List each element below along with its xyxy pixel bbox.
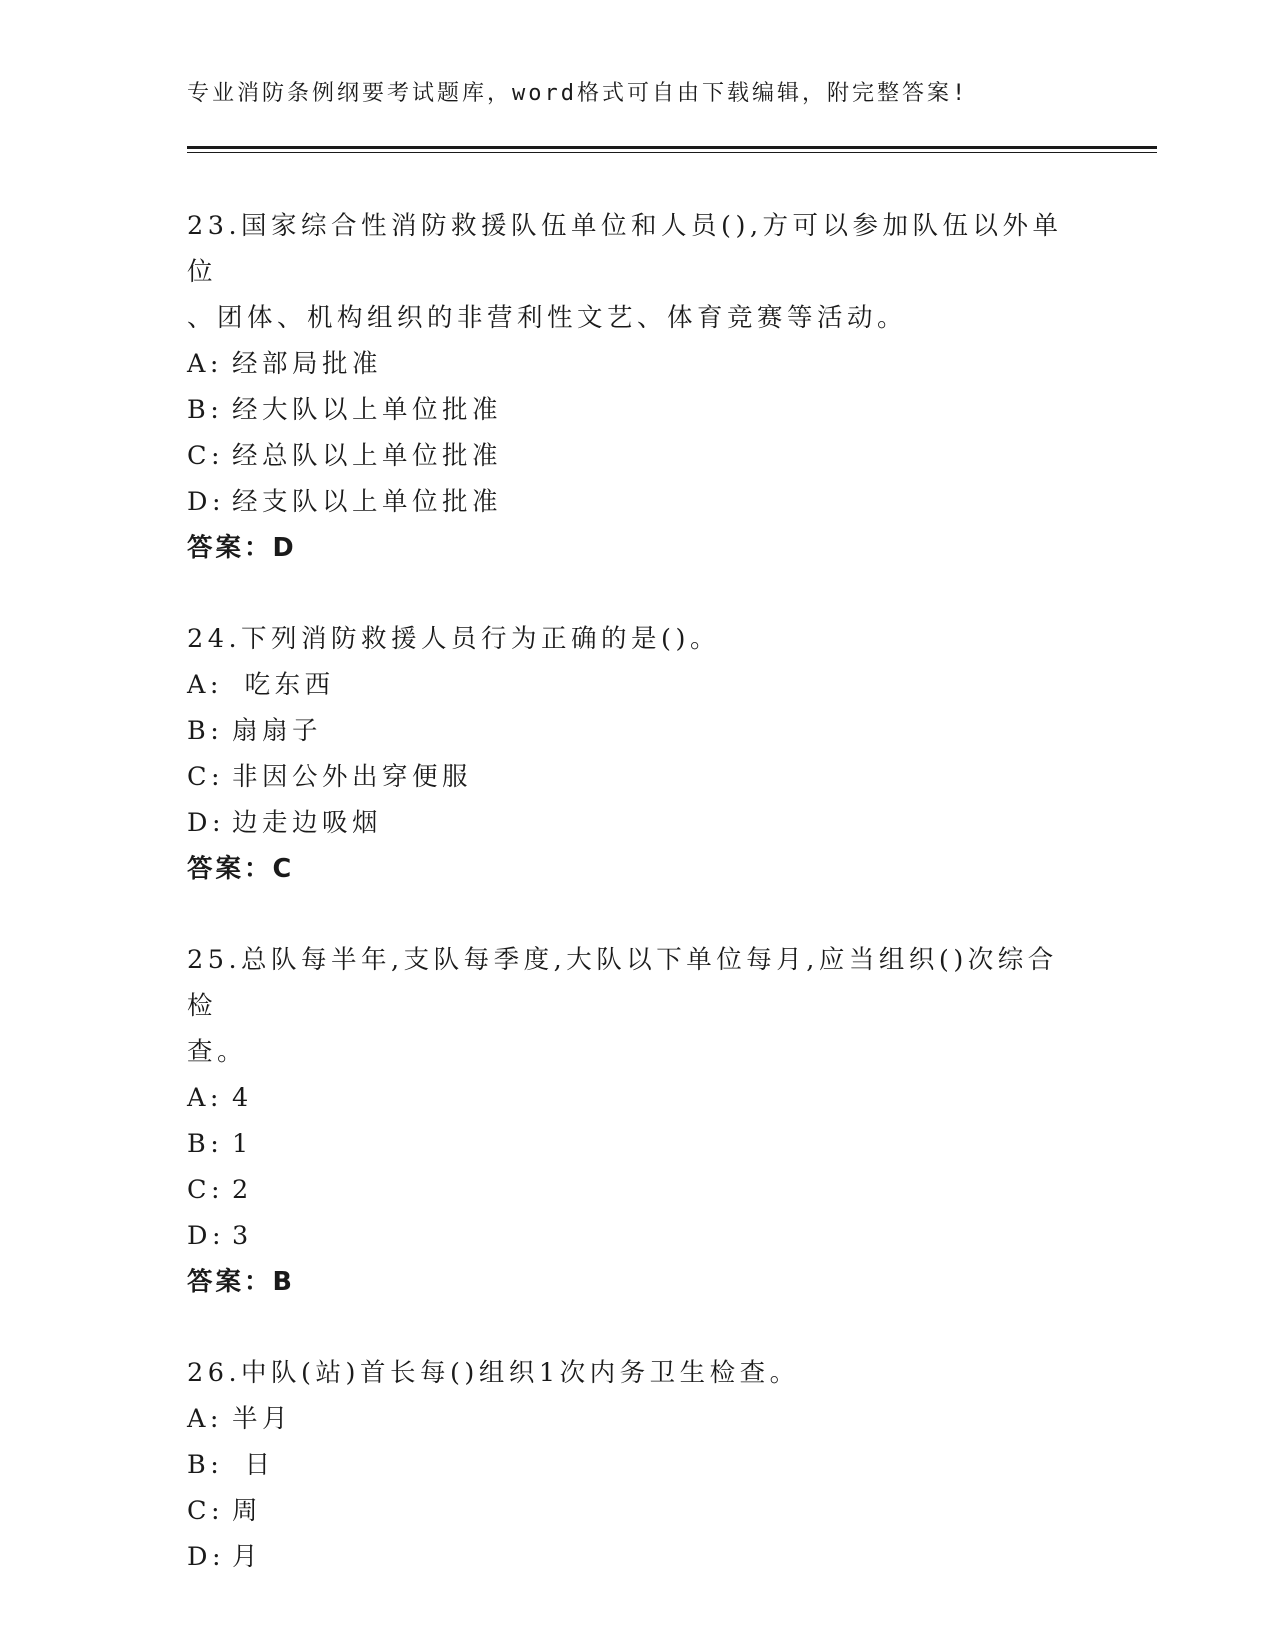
option-text: 扇扇子	[232, 716, 323, 746]
option-text: 经部局批准	[232, 349, 383, 379]
option-b	[187, 1442, 1067, 1488]
option-c	[187, 1488, 1067, 1534]
option-letter: B:	[187, 1129, 224, 1159]
option-b	[187, 387, 1067, 433]
option-letter: B:	[187, 1450, 224, 1480]
answer-line: 答案：D	[187, 533, 297, 563]
question-stem: 23.国家综合性消防救援队伍单位和人员(),方可以参加队伍以外单位 、团体、机构组织的非营利性文艺、体育竞赛等活动。	[187, 211, 1063, 333]
header-rule-thin	[187, 152, 1157, 153]
option-text: 2	[232, 1175, 253, 1205]
option-a	[187, 1075, 1067, 1121]
option-text: 经总队以上单位批准	[232, 441, 503, 471]
option-b	[187, 1121, 1067, 1167]
option-letter: C:	[187, 762, 225, 792]
option-text: 月	[232, 1542, 263, 1572]
option-text: 周	[232, 1496, 263, 1526]
option-letter: B:	[187, 716, 224, 746]
option-letter: A:	[187, 670, 224, 700]
question-24	[187, 616, 1067, 892]
page-header: 专业消防条例纲要考试题库，word格式可自由下载编辑，附完整答案!	[187, 81, 969, 106]
option-letter: C:	[187, 1175, 225, 1205]
option-text: 4	[232, 1083, 253, 1113]
question-stem: 24.下列消防救援人员行为正确的是()。	[187, 624, 720, 654]
option-text: 非因公外出穿便服	[232, 762, 473, 792]
option-c	[187, 754, 1067, 800]
option-text: 边走边吸烟	[232, 808, 383, 838]
option-letter: C:	[187, 1496, 225, 1526]
header-rule-thick	[187, 146, 1157, 149]
question-26	[187, 1350, 1067, 1580]
question-25	[187, 937, 1067, 1305]
question-stem: 25.总队每半年,支队每季度,大队以下单位每月,应当组织()次综合检 查。	[187, 945, 1058, 1067]
answer-line: 答案：B	[187, 1267, 295, 1297]
option-d	[187, 1213, 1067, 1259]
option-letter: A:	[187, 1083, 224, 1113]
question-stem: 26.中队(站)首长每()组织1次内务卫生检查。	[187, 1358, 800, 1388]
option-text: 经大队以上单位批准	[232, 395, 503, 425]
option-d	[187, 1534, 1067, 1580]
question-list	[187, 203, 1067, 1625]
option-letter: A:	[187, 349, 224, 379]
option-text: 1	[232, 1129, 253, 1159]
option-letter: C:	[187, 441, 225, 471]
option-letter: D:	[187, 808, 226, 838]
option-text: 吃东西	[232, 670, 335, 700]
option-text: 3	[232, 1221, 253, 1251]
option-letter: B:	[187, 395, 224, 425]
option-a	[187, 662, 1067, 708]
option-text: 日	[232, 1450, 275, 1480]
answer-line: 答案：C	[187, 854, 295, 884]
option-text: 经支队以上单位批准	[232, 487, 503, 517]
option-letter: D:	[187, 1542, 226, 1572]
option-c	[187, 1167, 1067, 1213]
option-c	[187, 433, 1067, 479]
option-a	[187, 341, 1067, 387]
option-letter: D:	[187, 487, 226, 517]
option-letter: A:	[187, 1404, 224, 1434]
option-text: 半月	[232, 1404, 293, 1434]
option-d	[187, 800, 1067, 846]
question-23	[187, 203, 1067, 571]
option-a	[187, 1396, 1067, 1442]
option-d	[187, 479, 1067, 525]
option-letter: D:	[187, 1221, 226, 1251]
option-b	[187, 708, 1067, 754]
